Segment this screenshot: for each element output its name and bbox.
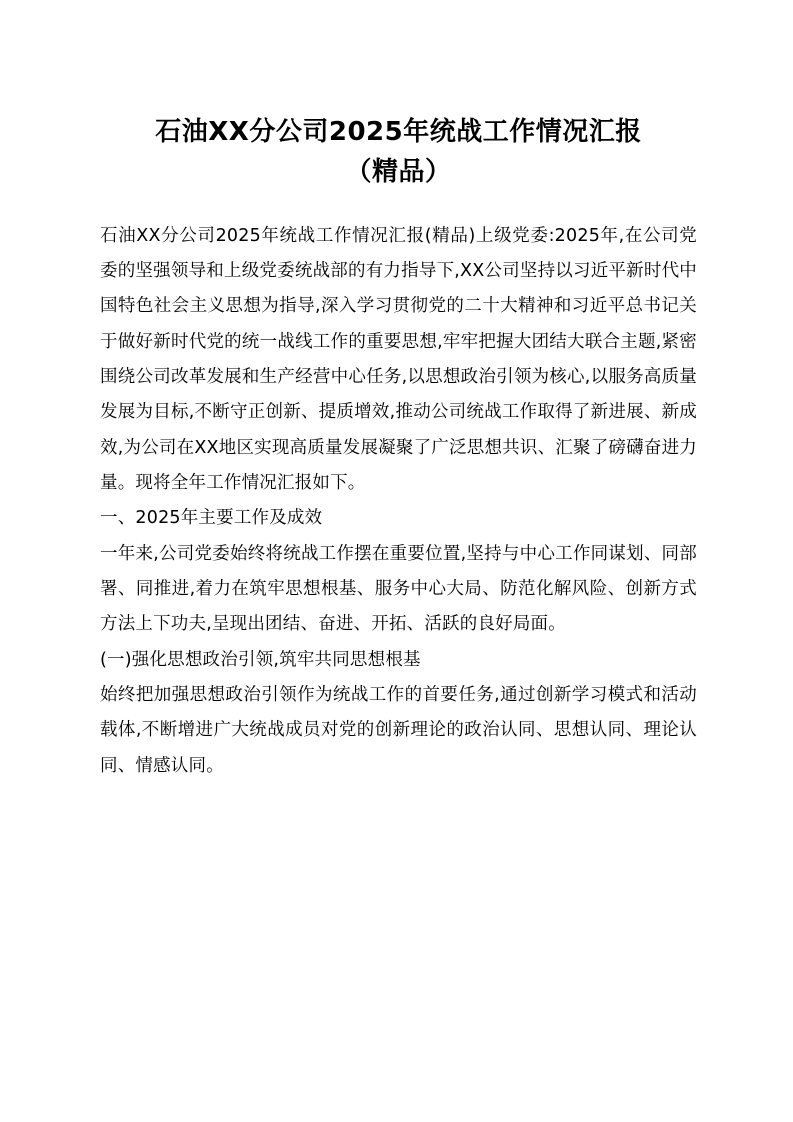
subsection-heading-1: (一)强化思想政治引领,筑牢共同思想根基 [100, 649, 421, 670]
section-heading-1: 一、2025年主要工作及成效 [100, 508, 323, 529]
page-title [100, 112, 697, 193]
paragraph-3: 始终把加强思想政治引领作为统战工作的首要任务,通过创新学习模式和活动载体,不断增进广大统战成员对党的创新理论的政治认同、思想认同、理论认同、情感认同。 [100, 685, 697, 776]
paragraph-1: 石油XX分公司2025年统战工作情况汇报(精品)上级党委:2025年,在公司党委的坚强领导和上级党委统战部的有力指导下,XX公司坚持以习近平新时代中国特色社会主义思想为指导,深入学习贯彻党的二十大精神和习近平总书记关于做好新时代党的统一战线工作的重要思想,牢牢把握大团结大联合主题,紧密围绕公司改革发展和生产经营中心任务,以思想政治引领为核心,以服务高质量发展为目标,不断守正创新、提质增效,推动公司统战工作取得了新进展、新成效,为公司在XX地区实现高质量发展凝聚了广泛思想共识、汇聚了磅礴奋进力量。现将全年工作情况汇报如下。 [100, 225, 697, 493]
paragraph-2: 一年来,公司党委始终将统战工作摆在重要位置,坚持与中心工作同谋划、同部署、同推进,着力在筑牢思想根基、服务中心大局、防范化解风险、创新方式方法上下功夫,呈现出团结、奋进、开拓、活跃的良好局面。 [100, 543, 697, 635]
page-title-line-1: 石油XX分公司2025年统战工作情况汇报 [155, 117, 642, 147]
page-title-line-2: （精品） [345, 157, 452, 188]
